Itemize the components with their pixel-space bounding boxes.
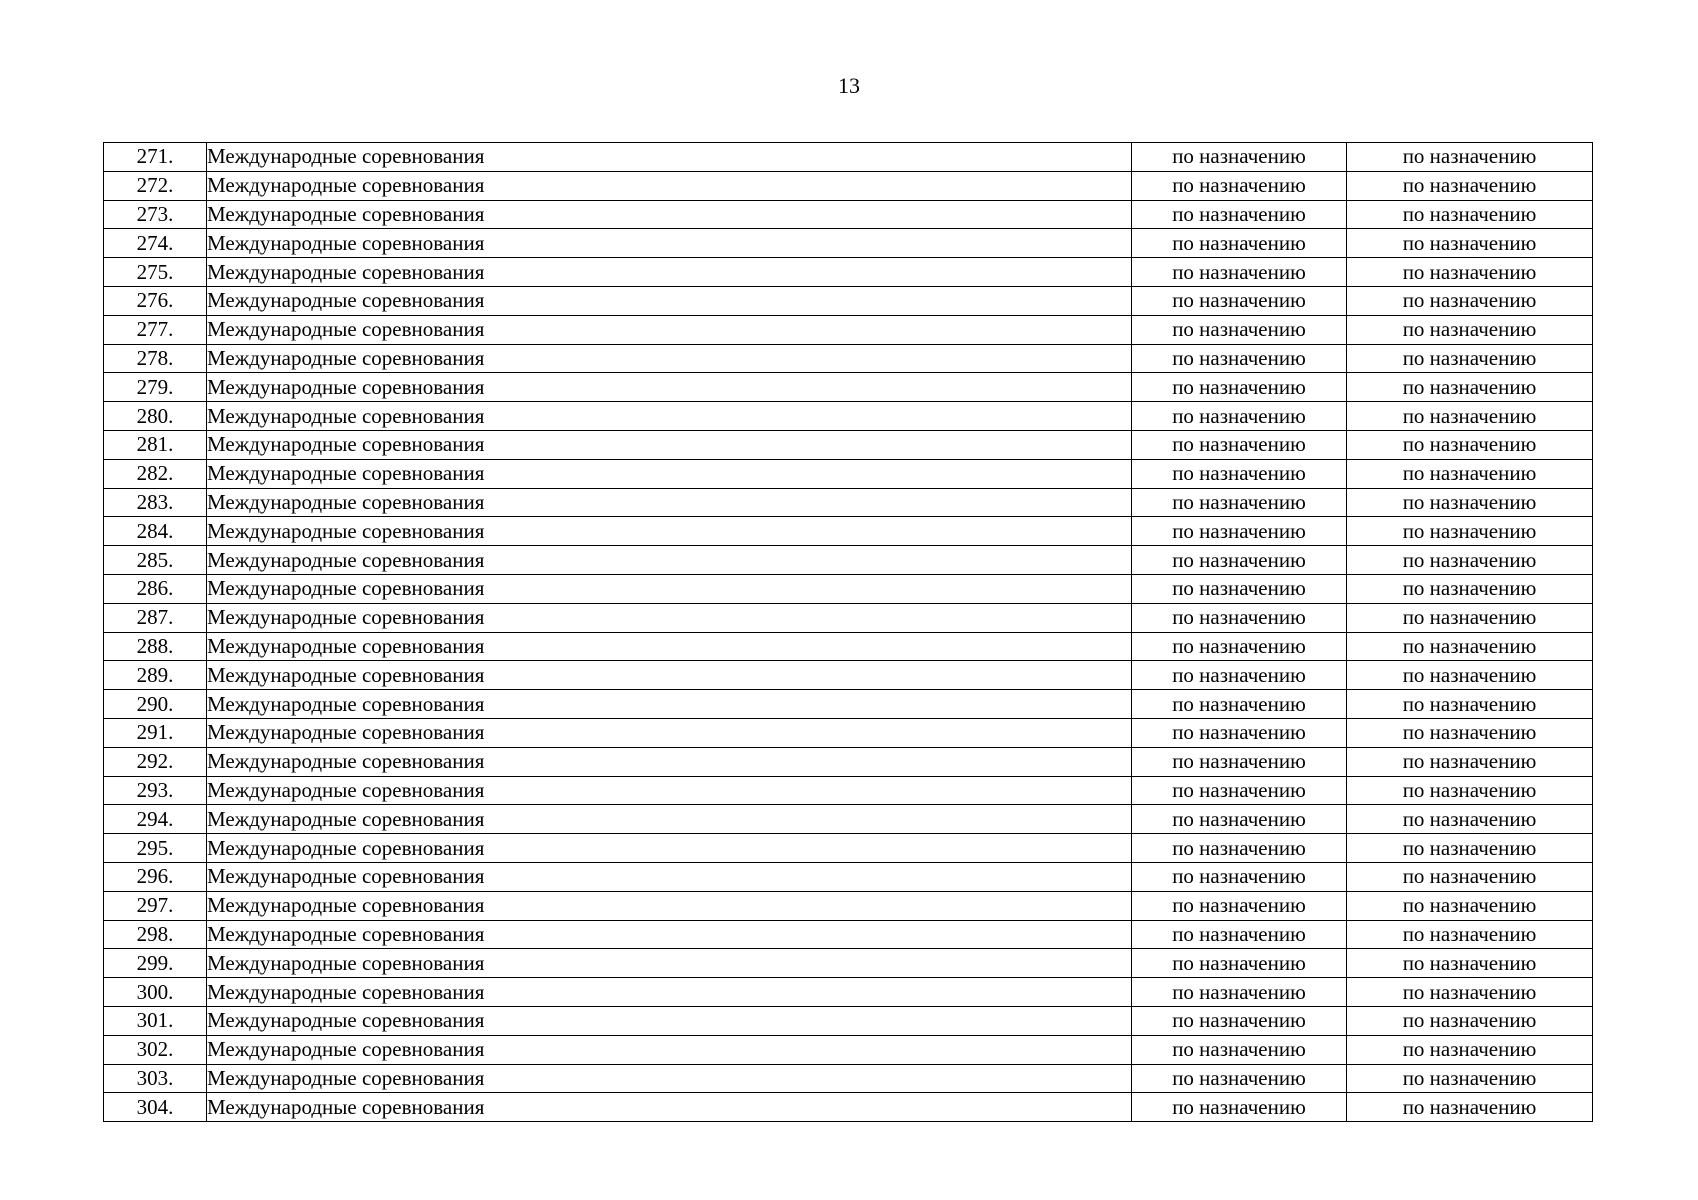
row-number-cell: 290. [104,690,207,719]
assignment-cell-2: по назначению [1347,978,1593,1007]
table-row [104,1035,1593,1064]
assignment-cell-1: по назначению [1132,690,1347,719]
table-row [104,1093,1593,1122]
table-row [104,200,1593,229]
assignment-cell-2: по назначению [1347,315,1593,344]
table-row [104,402,1593,431]
assignment-cell-2: по назначению [1347,920,1593,949]
table-row [104,315,1593,344]
event-name-cell: Международные соревнования [207,574,1132,603]
row-number-cell: 297. [104,891,207,920]
assignment-cell-2: по назначению [1347,258,1593,287]
assignment-cell-1: по назначению [1132,430,1347,459]
assignment-cell-1: по назначению [1132,344,1347,373]
row-number-cell: 285. [104,546,207,575]
event-name-cell: Международные соревнования [207,949,1132,978]
row-number-cell: 299. [104,949,207,978]
assignment-cell-2: по назначению [1347,632,1593,661]
event-name-cell: Международные соревнования [207,1093,1132,1122]
assignment-cell-1: по назначению [1132,373,1347,402]
row-number-cell: 296. [104,862,207,891]
assignment-cell-2: по назначению [1347,834,1593,863]
row-number-cell: 286. [104,574,207,603]
event-name-cell: Международные соревнования [207,488,1132,517]
assignment-cell-1: по назначению [1132,200,1347,229]
assignment-cell-2: по назначению [1347,862,1593,891]
event-name-cell: Международные соревнования [207,430,1132,459]
assignment-cell-1: по назначению [1132,603,1347,632]
table-row [104,546,1593,575]
row-number-cell: 277. [104,315,207,344]
assignment-cell-2: по назначению [1347,430,1593,459]
assignment-cell-2: по назначению [1347,949,1593,978]
assignment-cell-2: по назначению [1347,1064,1593,1093]
assignment-cell-2: по назначению [1347,344,1593,373]
table-row [104,286,1593,315]
row-number-cell: 281. [104,430,207,459]
assignment-cell-1: по назначению [1132,459,1347,488]
table-row [104,603,1593,632]
row-number-cell: 298. [104,920,207,949]
assignment-cell-1: по назначению [1132,258,1347,287]
assignment-cell-1: по назначению [1132,315,1347,344]
assignment-cell-2: по назначению [1347,229,1593,258]
event-name-cell: Международные соревнования [207,546,1132,575]
event-name-cell: Международные соревнования [207,229,1132,258]
event-name-cell: Международные соревнования [207,776,1132,805]
event-name-cell: Международные соревнования [207,258,1132,287]
assignment-cell-1: по назначению [1132,632,1347,661]
table-row [104,229,1593,258]
assignment-cell-1: по назначению [1132,488,1347,517]
assignment-cell-2: по назначению [1347,718,1593,747]
assignment-cell-1: по назначению [1132,805,1347,834]
table-row [104,747,1593,776]
assignment-cell-2: по назначению [1347,747,1593,776]
row-number-cell: 271. [104,143,207,172]
assignment-cell-2: по назначению [1347,891,1593,920]
event-name-cell: Международные соревнования [207,603,1132,632]
row-number-cell: 294. [104,805,207,834]
event-name-cell: Международные соревнования [207,459,1132,488]
event-name-cell: Международные соревнования [207,373,1132,402]
assignment-cell-1: по назначению [1132,1006,1347,1035]
event-name-cell: Международные соревнования [207,632,1132,661]
events-table [103,142,1593,1122]
row-number-cell: 276. [104,286,207,315]
event-name-cell: Международные соревнования [207,344,1132,373]
table-row [104,258,1593,287]
table-row [104,143,1593,172]
assignment-cell-1: по назначению [1132,1064,1347,1093]
table-row [104,171,1593,200]
table-row [104,430,1593,459]
event-name-cell: Международные соревнования [207,1006,1132,1035]
event-name-cell: Международные соревнования [207,718,1132,747]
assignment-cell-2: по назначению [1347,171,1593,200]
row-number-cell: 282. [104,459,207,488]
assignment-cell-1: по назначению [1132,978,1347,1007]
page-number: 13 [838,73,860,98]
table-row [104,862,1593,891]
assignment-cell-1: по назначению [1132,229,1347,258]
assignment-cell-2: по назначению [1347,776,1593,805]
table-row [104,488,1593,517]
assignment-cell-2: по назначению [1347,200,1593,229]
assignment-cell-1: по назначению [1132,574,1347,603]
row-number-cell: 301. [104,1006,207,1035]
row-number-cell: 275. [104,258,207,287]
table-row [104,632,1593,661]
table-row [104,1064,1593,1093]
assignment-cell-2: по назначению [1347,1035,1593,1064]
assignment-cell-1: по назначению [1132,143,1347,172]
event-name-cell: Международные соревнования [207,862,1132,891]
event-name-cell: Международные соревнования [207,661,1132,690]
row-number-cell: 303. [104,1064,207,1093]
assignment-cell-2: по назначению [1347,286,1593,315]
table-row [104,690,1593,719]
row-number-cell: 302. [104,1035,207,1064]
assignment-cell-2: по назначению [1347,1093,1593,1122]
assignment-cell-1: по назначению [1132,286,1347,315]
assignment-cell-1: по назначению [1132,776,1347,805]
event-name-cell: Международные соревнования [207,517,1132,546]
table-row [104,920,1593,949]
assignment-cell-1: по назначению [1132,1035,1347,1064]
assignment-cell-2: по назначению [1347,690,1593,719]
assignment-cell-1: по назначению [1132,949,1347,978]
event-name-cell: Международные соревнования [207,920,1132,949]
assignment-cell-2: по назначению [1347,459,1593,488]
assignment-cell-1: по назначению [1132,171,1347,200]
event-name-cell: Международные соревнования [207,143,1132,172]
event-name-cell: Международные соревнования [207,200,1132,229]
row-number-cell: 274. [104,229,207,258]
event-name-cell: Международные соревнования [207,171,1132,200]
table-row [104,978,1593,1007]
assignment-cell-1: по назначению [1132,661,1347,690]
row-number-cell: 293. [104,776,207,805]
assignment-cell-1: по назначению [1132,747,1347,776]
assignment-cell-2: по назначению [1347,143,1593,172]
event-name-cell: Международные соревнования [207,286,1132,315]
event-name-cell: Международные соревнования [207,978,1132,1007]
row-number-cell: 289. [104,661,207,690]
assignment-cell-1: по назначению [1132,546,1347,575]
assignment-cell-2: по назначению [1347,402,1593,431]
assignment-cell-1: по назначению [1132,862,1347,891]
row-number-cell: 278. [104,344,207,373]
table-row [104,949,1593,978]
assignment-cell-1: по назначению [1132,891,1347,920]
table-row [104,661,1593,690]
row-number-cell: 304. [104,1093,207,1122]
assignment-cell-2: по назначению [1347,661,1593,690]
row-number-cell: 284. [104,517,207,546]
assignment-cell-1: по назначению [1132,920,1347,949]
assignment-cell-2: по назначению [1347,488,1593,517]
table-row [104,718,1593,747]
event-name-cell: Международные соревнования [207,891,1132,920]
assignment-cell-2: по назначению [1347,805,1593,834]
assignment-cell-1: по назначению [1132,834,1347,863]
table-row [104,459,1593,488]
event-name-cell: Международные соревнования [207,1035,1132,1064]
row-number-cell: 291. [104,718,207,747]
row-number-cell: 283. [104,488,207,517]
row-number-cell: 273. [104,200,207,229]
assignment-cell-1: по назначению [1132,402,1347,431]
assignment-cell-1: по назначению [1132,517,1347,546]
row-number-cell: 300. [104,978,207,1007]
table-row [104,1006,1593,1035]
row-number-cell: 279. [104,373,207,402]
row-number-cell: 280. [104,402,207,431]
table-row [104,517,1593,546]
event-name-cell: Международные соревнования [207,690,1132,719]
assignment-cell-2: по назначению [1347,1006,1593,1035]
table-body [104,143,1593,1122]
assignment-cell-2: по назначению [1347,517,1593,546]
table-row [104,891,1593,920]
assignment-cell-2: по назначению [1347,574,1593,603]
row-number-cell: 288. [104,632,207,661]
assignment-cell-1: по назначению [1132,718,1347,747]
table-row [104,574,1593,603]
event-name-cell: Международные соревнования [207,805,1132,834]
assignment-cell-2: по назначению [1347,603,1593,632]
table-row [104,805,1593,834]
row-number-cell: 272. [104,171,207,200]
table-row [104,776,1593,805]
row-number-cell: 295. [104,834,207,863]
table-row [104,834,1593,863]
event-name-cell: Международные соревнования [207,1064,1132,1093]
event-name-cell: Международные соревнования [207,747,1132,776]
table-row [104,344,1593,373]
event-name-cell: Международные соревнования [207,834,1132,863]
assignment-cell-1: по назначению [1132,1093,1347,1122]
assignment-cell-2: по назначению [1347,373,1593,402]
table-row [104,373,1593,402]
event-name-cell: Международные соревнования [207,315,1132,344]
row-number-cell: 287. [104,603,207,632]
row-number-cell: 292. [104,747,207,776]
event-name-cell: Международные соревнования [207,402,1132,431]
assignment-cell-2: по назначению [1347,546,1593,575]
